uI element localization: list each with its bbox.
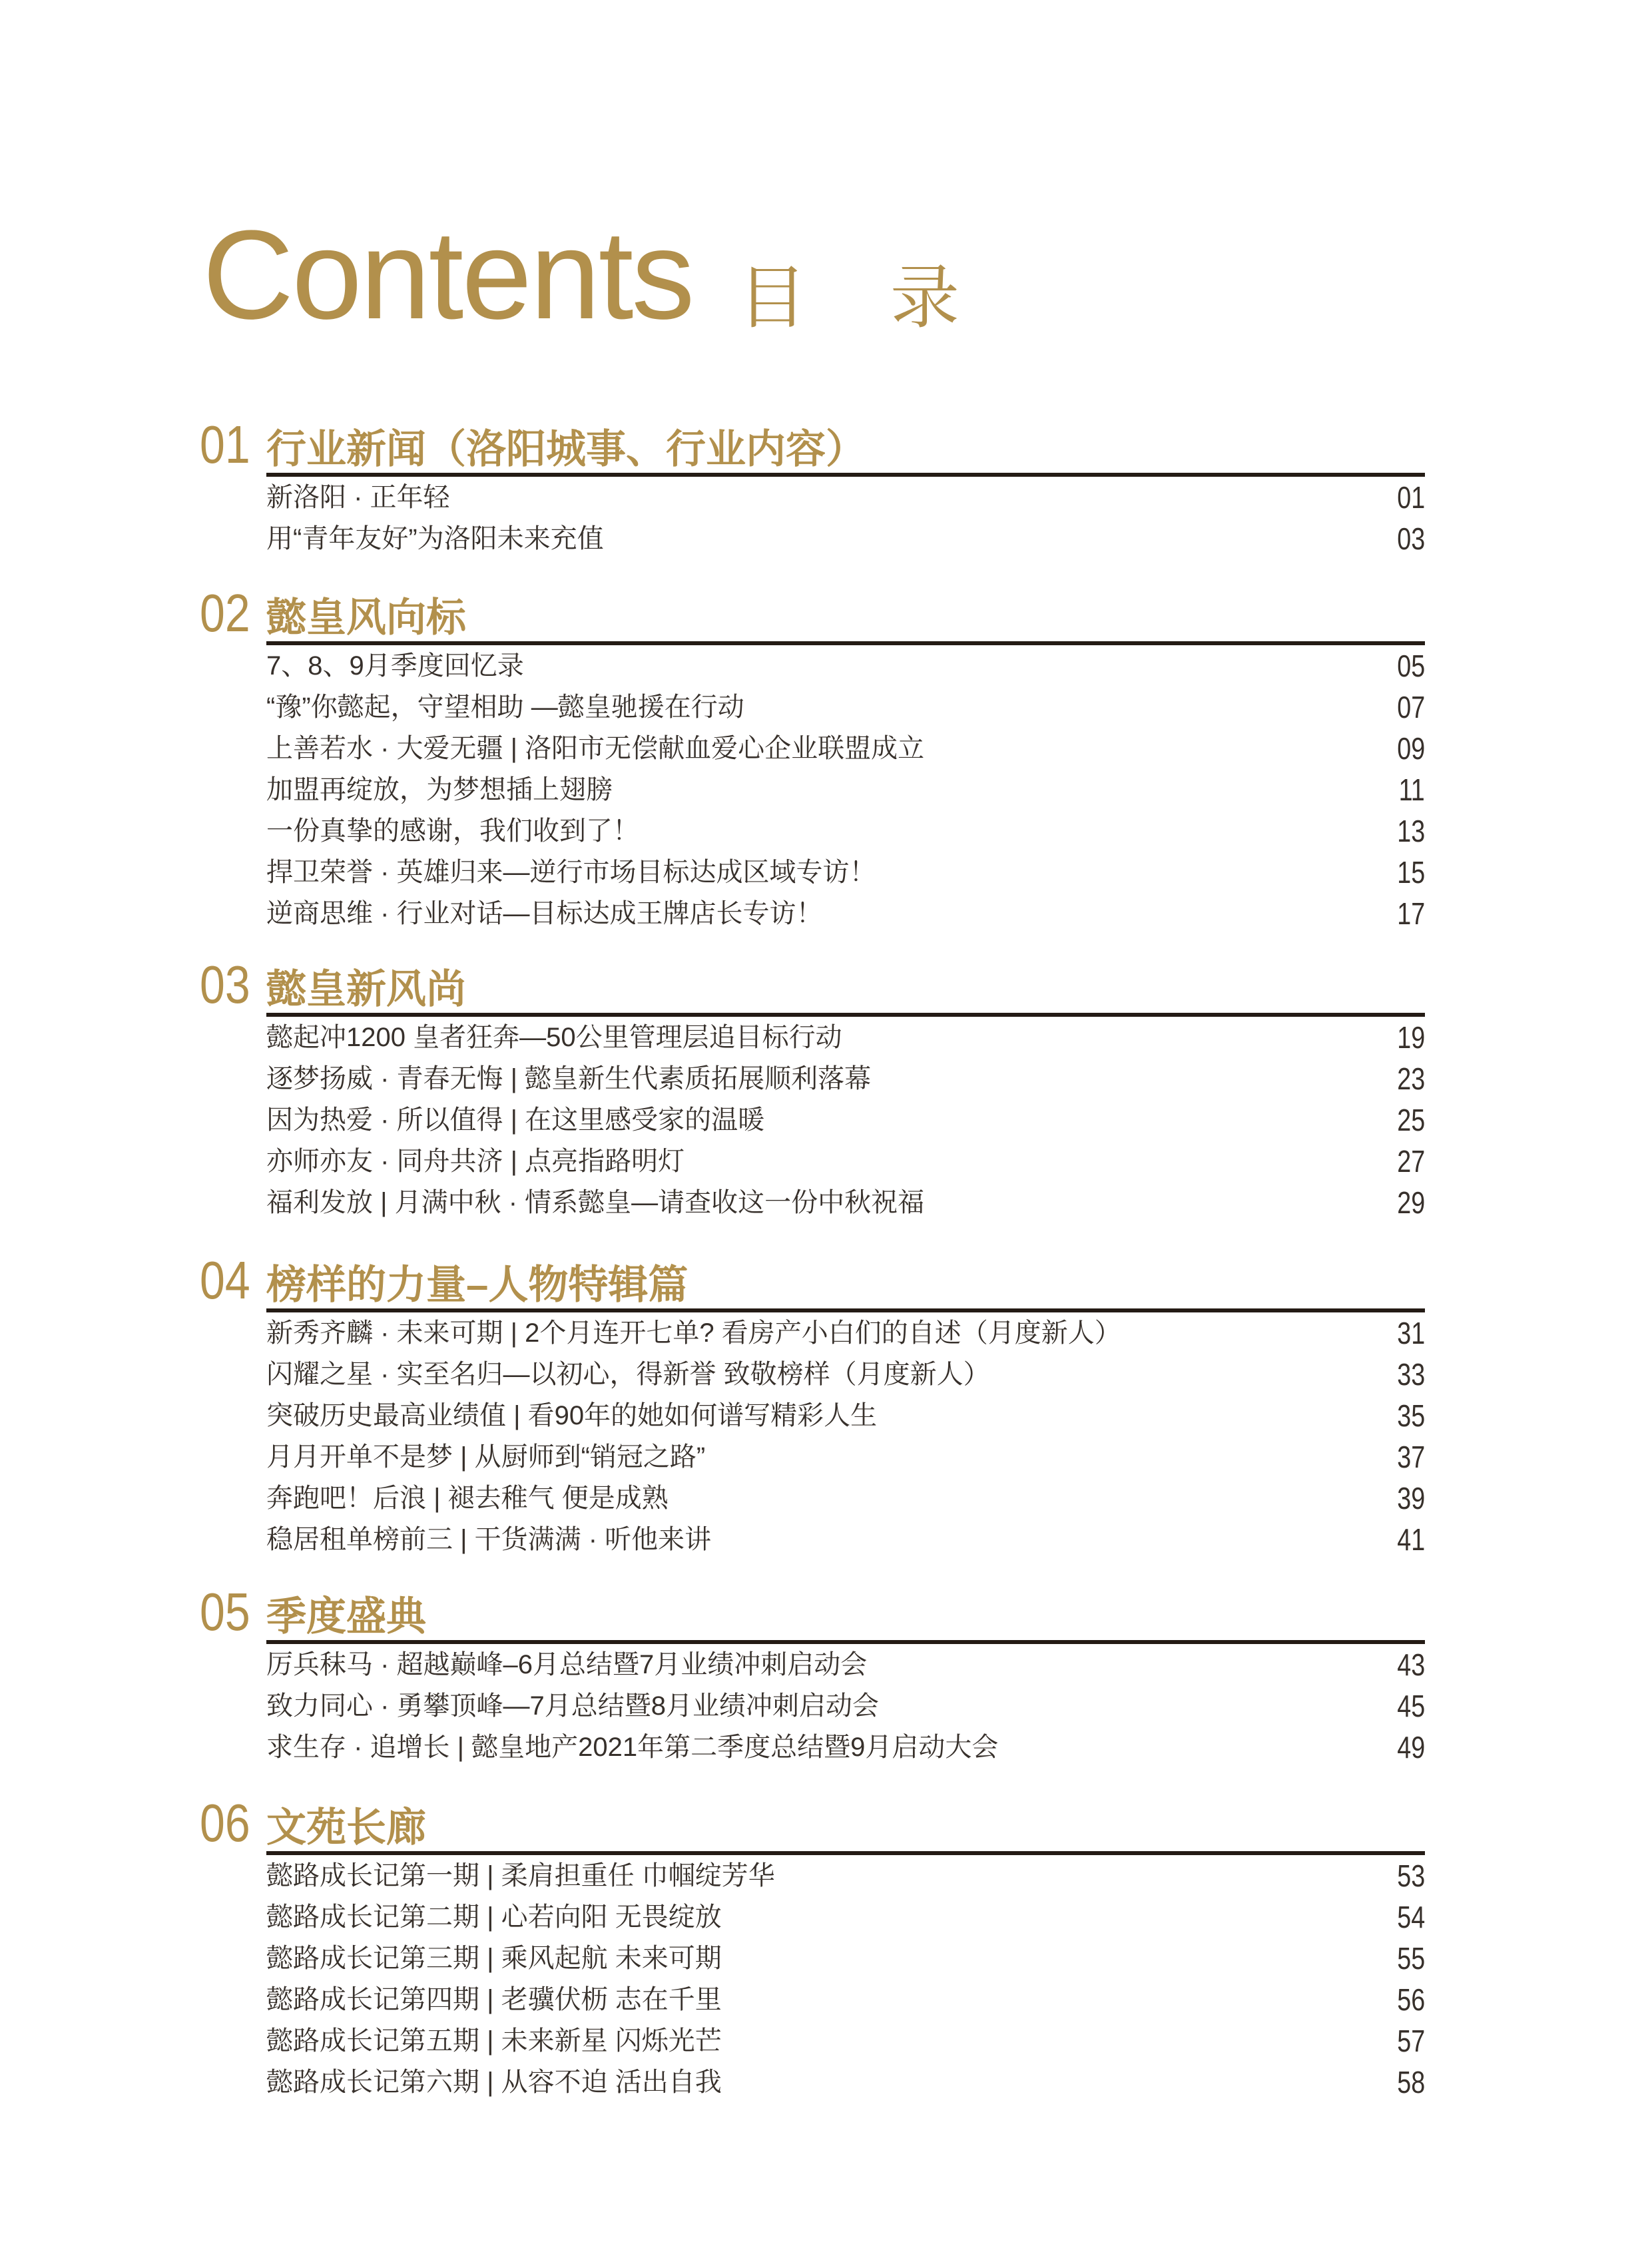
section-entry-list (266, 1644, 1425, 1768)
toc-entry (266, 687, 1425, 728)
toc-entry-page-number: 31 (1397, 1316, 1425, 1350)
page-title-chinese: 目 录 (738, 260, 991, 337)
toc-entry (266, 1685, 1425, 1727)
toc-entry-page-number: 17 (1397, 896, 1425, 931)
toc-entry-title: 突破历史最高业绩值 | 看90年的她如何谱写精彩人生 (266, 1401, 878, 1430)
section-entry-list (266, 1017, 1425, 1223)
toc-entry-title: 上善若水 · 大爱无疆 | 洛阳市无偿献血爱心企业联盟成立 (266, 734, 925, 763)
section-entry-list (266, 1312, 1425, 1560)
toc-entry-page-number: 27 (1397, 1144, 1425, 1179)
toc-entry (266, 893, 1425, 934)
section-entry-list (266, 477, 1425, 559)
toc-entry-title: 闪耀之星 · 实至名归—以初心，得新誉 致敬榜样（月度新人） (266, 1360, 990, 1389)
toc-entry (266, 1938, 1425, 1979)
toc-entry (266, 1312, 1425, 1354)
toc-entry (266, 1896, 1425, 1938)
section-header (200, 1251, 688, 1310)
page-title-english: Contents (202, 204, 693, 346)
section-header (200, 583, 466, 643)
toc-entry-page-number: 41 (1397, 1522, 1425, 1557)
toc-entry-title: 加盟再绽放，为梦想插上翅膀 (266, 775, 613, 804)
toc-entry-page-number: 53 (1397, 1858, 1425, 1893)
section-entry-list (266, 645, 1425, 934)
toc-entry (266, 1519, 1425, 1560)
toc-entry (266, 1017, 1425, 1058)
toc-entry-title: 懿路成长记第一期 | 柔肩担重任 巾帼绽芳华 (266, 1861, 775, 1890)
section-number: 04 (200, 1251, 250, 1310)
toc-entry-page-number: 09 (1397, 731, 1425, 766)
toc-entry-page-number: 33 (1397, 1357, 1425, 1392)
toc-entry-title: 因为热爱 · 所以值得 | 在这里感受家的温暖 (266, 1105, 765, 1135)
toc-entry-title: 月月开单不是梦 | 从厨师到“销冠之路” (266, 1442, 706, 1472)
toc-entry (266, 1182, 1425, 1223)
toc-entry (266, 2020, 1425, 2062)
section-header (200, 1582, 426, 1641)
toc-entry (266, 645, 1425, 687)
section-title: 懿皇风向标 (266, 595, 466, 640)
section-title: 文苑长廊 (266, 1805, 426, 1850)
toc-entry (266, 518, 1425, 559)
toc-entry-title: 新洛阳 · 正年轻 (266, 483, 450, 512)
toc-entry-title: 厉兵秣马 · 超越巅峰–6月总结暨7月业绩冲刺启动会 (266, 1650, 868, 1679)
section-title: 榜样的力量–人物特辑篇 (266, 1262, 688, 1307)
toc-entry (266, 810, 1425, 852)
toc-entry-title: 懿路成长记第二期 | 心若向阳 无畏绽放 (266, 1902, 722, 1932)
toc-entry-title: 奔跑吧！后浪 | 褪去稚气 便是成熟 (266, 1484, 669, 1513)
toc-entry-title: 懿路成长记第四期 | 老骥伏枥 志在千里 (266, 1985, 722, 2014)
toc-entry-title: 懿路成长记第三期 | 乘风起航 未来可期 (266, 1944, 722, 1973)
toc-entry (266, 1478, 1425, 1519)
toc-entry-title: 7、8、9月季度回忆录 (266, 651, 524, 681)
toc-entry-page-number: 29 (1397, 1185, 1425, 1220)
toc-entry-page-number: 54 (1397, 1900, 1425, 1934)
toc-entry (266, 1141, 1425, 1182)
toc-entry-title: 捍卫荣誉 · 英雄归来—逆行市场目标达成区域专访！ (266, 858, 876, 887)
toc-entry-title: 用“青年友好”为洛阳未来充值 (266, 524, 604, 553)
toc-entry (266, 1727, 1425, 1768)
toc-entry-title: 福利发放 | 月满中秋 · 情系懿皇—请查收这一份中秋祝福 (266, 1188, 925, 1217)
section-header (200, 415, 866, 474)
toc-entry-page-number: 45 (1397, 1689, 1425, 1723)
toc-entry-page-number: 56 (1397, 1982, 1425, 2017)
toc-entry (266, 1855, 1425, 1896)
toc-entry-page-number: 39 (1397, 1481, 1425, 1516)
toc-entry-title: 懿路成长记第六期 | 从容不迫 活出自我 (266, 2068, 722, 2097)
toc-entry-page-number: 37 (1397, 1440, 1425, 1474)
section-number: 01 (200, 415, 250, 474)
section-entry-list (266, 1855, 1425, 2103)
toc-entry (266, 1644, 1425, 1685)
section-title: 懿皇新风尚 (266, 967, 466, 1011)
toc-entry-title: 致力同心 · 勇攀顶峰—7月总结暨8月业绩冲刺启动会 (266, 1691, 880, 1721)
toc-entry-title: 逐梦扬威 · 青春无悔 | 懿皇新生代素质拓展顺利落幕 (266, 1064, 872, 1093)
toc-entry (266, 477, 1425, 518)
toc-entry (266, 769, 1425, 810)
toc-entry-page-number: 11 (1398, 772, 1425, 807)
toc-entry-page-number: 35 (1397, 1398, 1425, 1433)
toc-entry-page-number: 19 (1397, 1020, 1425, 1055)
toc-entry (266, 1058, 1425, 1099)
toc-entry-page-number: 07 (1397, 690, 1425, 724)
toc-entry (266, 1979, 1425, 2020)
section-number: 03 (200, 955, 250, 1014)
toc-entry-page-number: 03 (1397, 521, 1425, 556)
toc-entry-title: “豫”你懿起，守望相助 —懿皇驰援在行动 (266, 693, 744, 722)
toc-entry (266, 852, 1425, 893)
toc-entry-title: 亦师亦友 · 同舟共济 | 点亮指路明灯 (266, 1147, 685, 1176)
toc-entry-page-number: 43 (1397, 1647, 1425, 1682)
toc-entry-page-number: 58 (1397, 2065, 1425, 2100)
section-header (200, 1793, 426, 1852)
toc-entry (266, 2062, 1425, 2103)
section-number: 05 (200, 1582, 250, 1641)
toc-entry-title: 懿路成长记第五期 | 未来新星 闪烁光芒 (266, 2026, 722, 2056)
section-title: 季度盛典 (266, 1594, 426, 1639)
section-number: 02 (200, 583, 250, 643)
section-header (200, 955, 466, 1014)
toc-entry-page-number: 15 (1397, 855, 1425, 890)
toc-entry-page-number: 57 (1397, 2024, 1425, 2058)
toc-entry-page-number: 01 (1397, 480, 1425, 515)
toc-entry-page-number: 25 (1397, 1103, 1425, 1137)
toc-entry-page-number: 49 (1397, 1730, 1425, 1765)
toc-entry-title: 一份真挚的感谢，我们收到了！ (266, 816, 639, 846)
section-title: 行业新闻（洛阳城事、行业内容） (266, 427, 866, 471)
toc-entry-title: 求生存 · 追增长 | 懿皇地产2021年第二季度总结暨9月启动大会 (266, 1733, 999, 1762)
toc-entry-title: 稳居租单榜前三 | 干货满满 · 听他来讲 (266, 1525, 712, 1554)
toc-entry (266, 728, 1425, 769)
toc-entry (266, 1099, 1425, 1141)
toc-entry (266, 1354, 1425, 1395)
toc-entry (266, 1395, 1425, 1436)
toc-entry-title: 逆商思维 · 行业对话—目标达成王牌店长专访！ (266, 899, 823, 928)
toc-entry-page-number: 23 (1397, 1061, 1425, 1096)
toc-entry (266, 1436, 1425, 1478)
toc-entry-page-number: 05 (1397, 649, 1425, 683)
toc-entry-page-number: 13 (1397, 814, 1425, 848)
toc-entry-title: 新秀齐麟 · 未来可期 | 2个月连开七单? 看房产小白们的自述（月度新人） (266, 1318, 1121, 1348)
section-number: 06 (200, 1793, 250, 1852)
toc-entry-page-number: 55 (1397, 1941, 1425, 1976)
toc-entry-title: 懿起冲1200 皇者狂奔—50公里管理层追目标行动 (266, 1023, 842, 1052)
